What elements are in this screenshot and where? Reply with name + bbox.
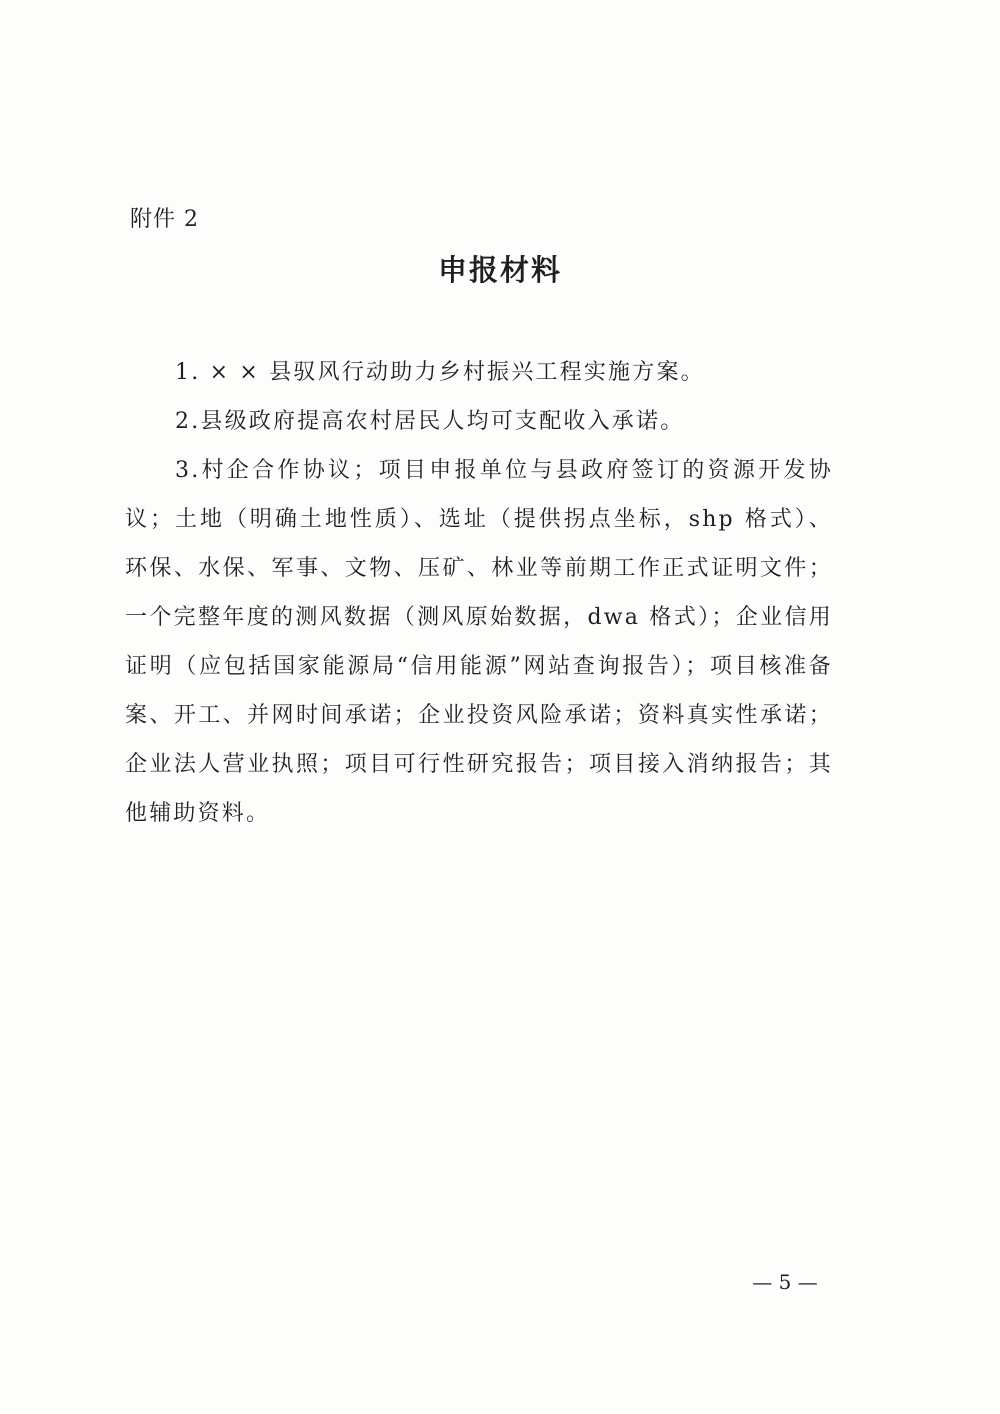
document-body: [125, 348, 833, 838]
attachment-label: 附件 2: [130, 207, 199, 232]
document-title: 申报材料: [437, 253, 562, 287]
list-item-1: 1. × × 县驭风行动助力乡村振兴工程实施方案。: [175, 360, 705, 385]
list-item-2: 2.县级政府提高农村居民人均可支配收入承诺。: [175, 409, 685, 434]
list-item-3: 3.村企合作协议；项目申报单位与县政府签订的资源开发协议；土地（明确土地性质）、选址（提供拐点坐标，shp 格式）、环保、水保、军事、文物、压矿、林业等前期工作正式证明文件；一个完整年度的测风数据（测风原始数据，dwa 格式）；企业信用证明（应包括国家能源局“信用能源”网站查询报告）；项目核准备案、开工、并网时间承诺；企业投资风险承诺；资料真实性承诺；企业法人营业执照；项目可行性研究报告；项目接入消纳报告；其他辅助资料。: [125, 458, 833, 826]
page-number: — 5 —: [752, 1270, 818, 1294]
